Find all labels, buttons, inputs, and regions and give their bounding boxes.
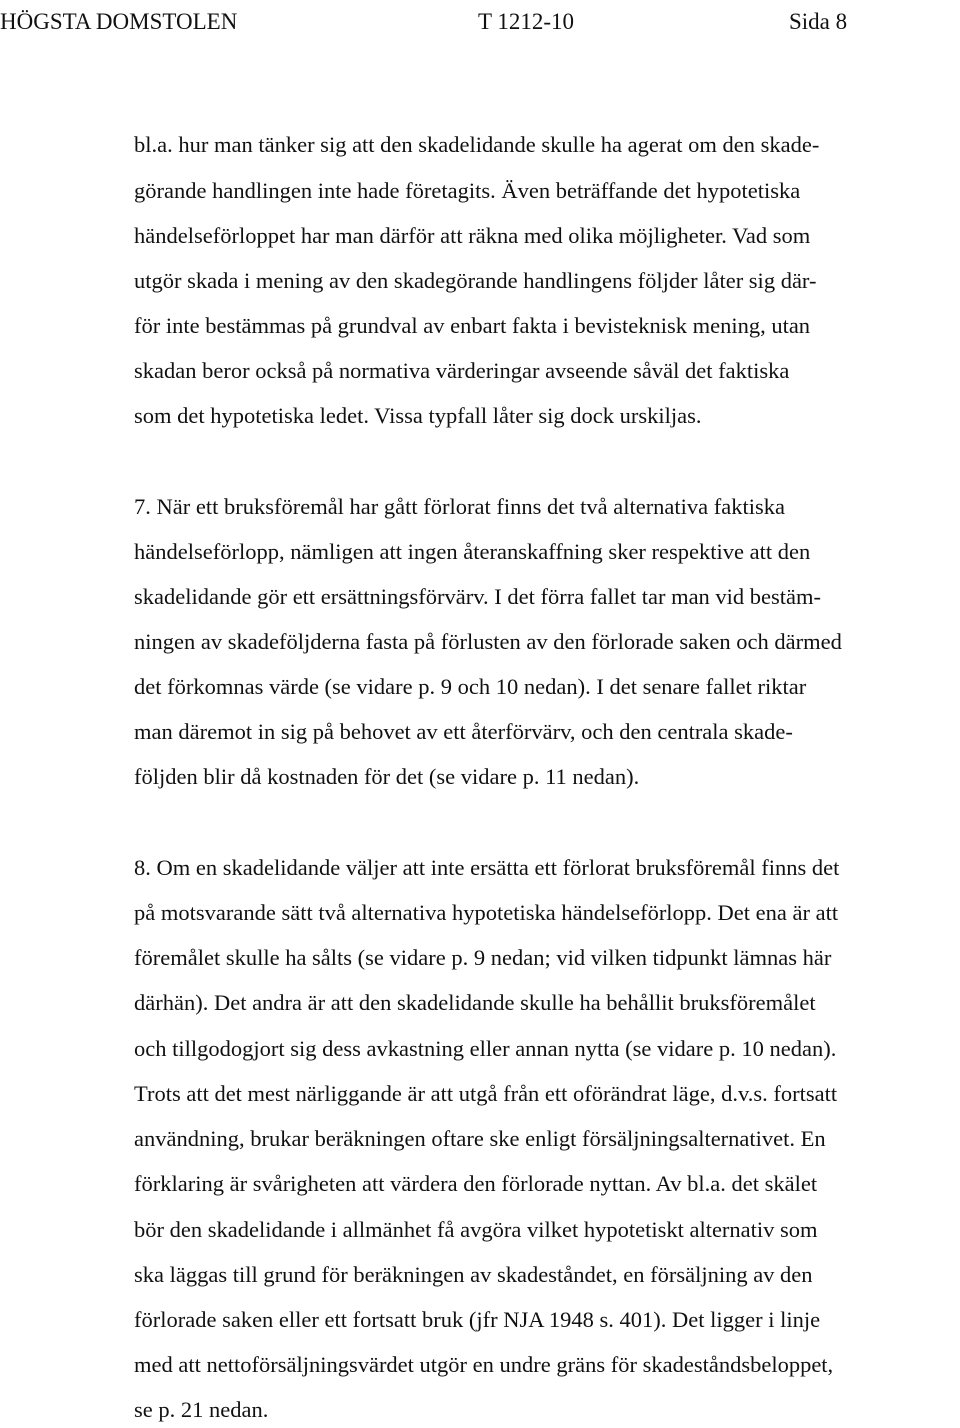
- text-line: med att nettoförsäljningsvärdet utgör en undre gräns för skadeståndsbeloppet,: [134, 1352, 834, 1377]
- text-line: skadelidande gör ett ersättningsförvärv. I det förra fallet tar man vid bestäm-: [134, 584, 822, 609]
- text-line: användning, brukar beräkningen oftare ske enligt försäljningsalternativet. En: [134, 1126, 826, 1151]
- text-line: därhän). Det andra är att den skadelidande skulle ha behållit bruksföremålet: [134, 990, 816, 1015]
- text-line: på motsvarande sätt två alternativa hypotetiska händelseförlopp. Det ena är att: [134, 900, 839, 925]
- text-line: händelseförloppet har man därför att räkna med olika möjligheter. Vad som: [134, 223, 811, 248]
- text-line: görande handlingen inte hade företagits. Även beträffande det hypotetiska: [134, 178, 801, 203]
- text-line: 8. Om en skadelidande väljer att inte ersätta ett förlorat bruksföremål finns det: [134, 855, 840, 880]
- text-line: 7. När ett bruksföremål har gått förlorat finns det två alternativa faktiska: [134, 494, 786, 519]
- text-line: föremålet skulle ha sålts (se vidare p. 9 nedan; vid vilken tidpunkt lämnas här: [134, 945, 832, 970]
- text-line: ska läggas till grund för beräkningen av skadeståndet, en försäljning av den: [134, 1262, 813, 1287]
- text-line: det förkomnas värde (se vidare p. 9 och 10 nedan). I det senare fallet riktar: [134, 674, 807, 699]
- text-line: Trots att det mest närliggande är att utgå från ett oförändrat läge, d.v.s. fortsatt: [134, 1081, 838, 1106]
- text-line: följden blir då kostnaden för det (se vidare p. 11 nedan).: [134, 764, 640, 789]
- page-header: [0, 4, 960, 40]
- text-line: ningen av skadeföljderna fasta på förlusten av den förlorade saken och därmed: [134, 629, 842, 654]
- text-line: skadan beror också på normativa värderingar avseende såväl det faktiska: [134, 358, 790, 383]
- text-line: händelseförlopp, nämligen att ingen återanskaffning sker respektive att den: [134, 539, 811, 564]
- text-line: se p. 21 nedan.: [134, 1397, 269, 1422]
- text-line: förlorade saken eller ett fortsatt bruk (jfr NJA 1948 s. 401). Det ligger i linje: [134, 1307, 821, 1332]
- text-line: bl.a. hur man tänker sig att den skadelidande skulle ha agerat om den skade-: [134, 132, 820, 157]
- text-line: förklaring är svårigheten att värdera den förlorade nyttan. Av bl.a. det skälet: [134, 1171, 818, 1196]
- text-line: som det hypotetiska ledet. Vissa typfall låter sig dock urskiljas.: [134, 403, 702, 428]
- text-line: bör den skadelidande i allmänhet få avgöra vilket hypotetiskt alternativ som: [134, 1217, 818, 1242]
- text-line: för inte bestämmas på grundval av enbart fakta i bevisteknisk mening, utan: [134, 313, 811, 338]
- page-number: Sida 8: [789, 9, 848, 34]
- text-line: utgör skada i mening av den skadegörande handlingens följder låter sig där-: [134, 268, 817, 293]
- text-line: och tillgodogjort sig dess avkastning eller annan nytta (se vidare p. 10 nedan).: [134, 1036, 837, 1061]
- text-line: man däremot in sig på behovet av ett återförvärv, och den centrala skade-: [134, 719, 793, 744]
- case-number: T 1212-10: [478, 9, 575, 34]
- court-name: HÖGSTA DOMSTOLEN: [0, 9, 238, 34]
